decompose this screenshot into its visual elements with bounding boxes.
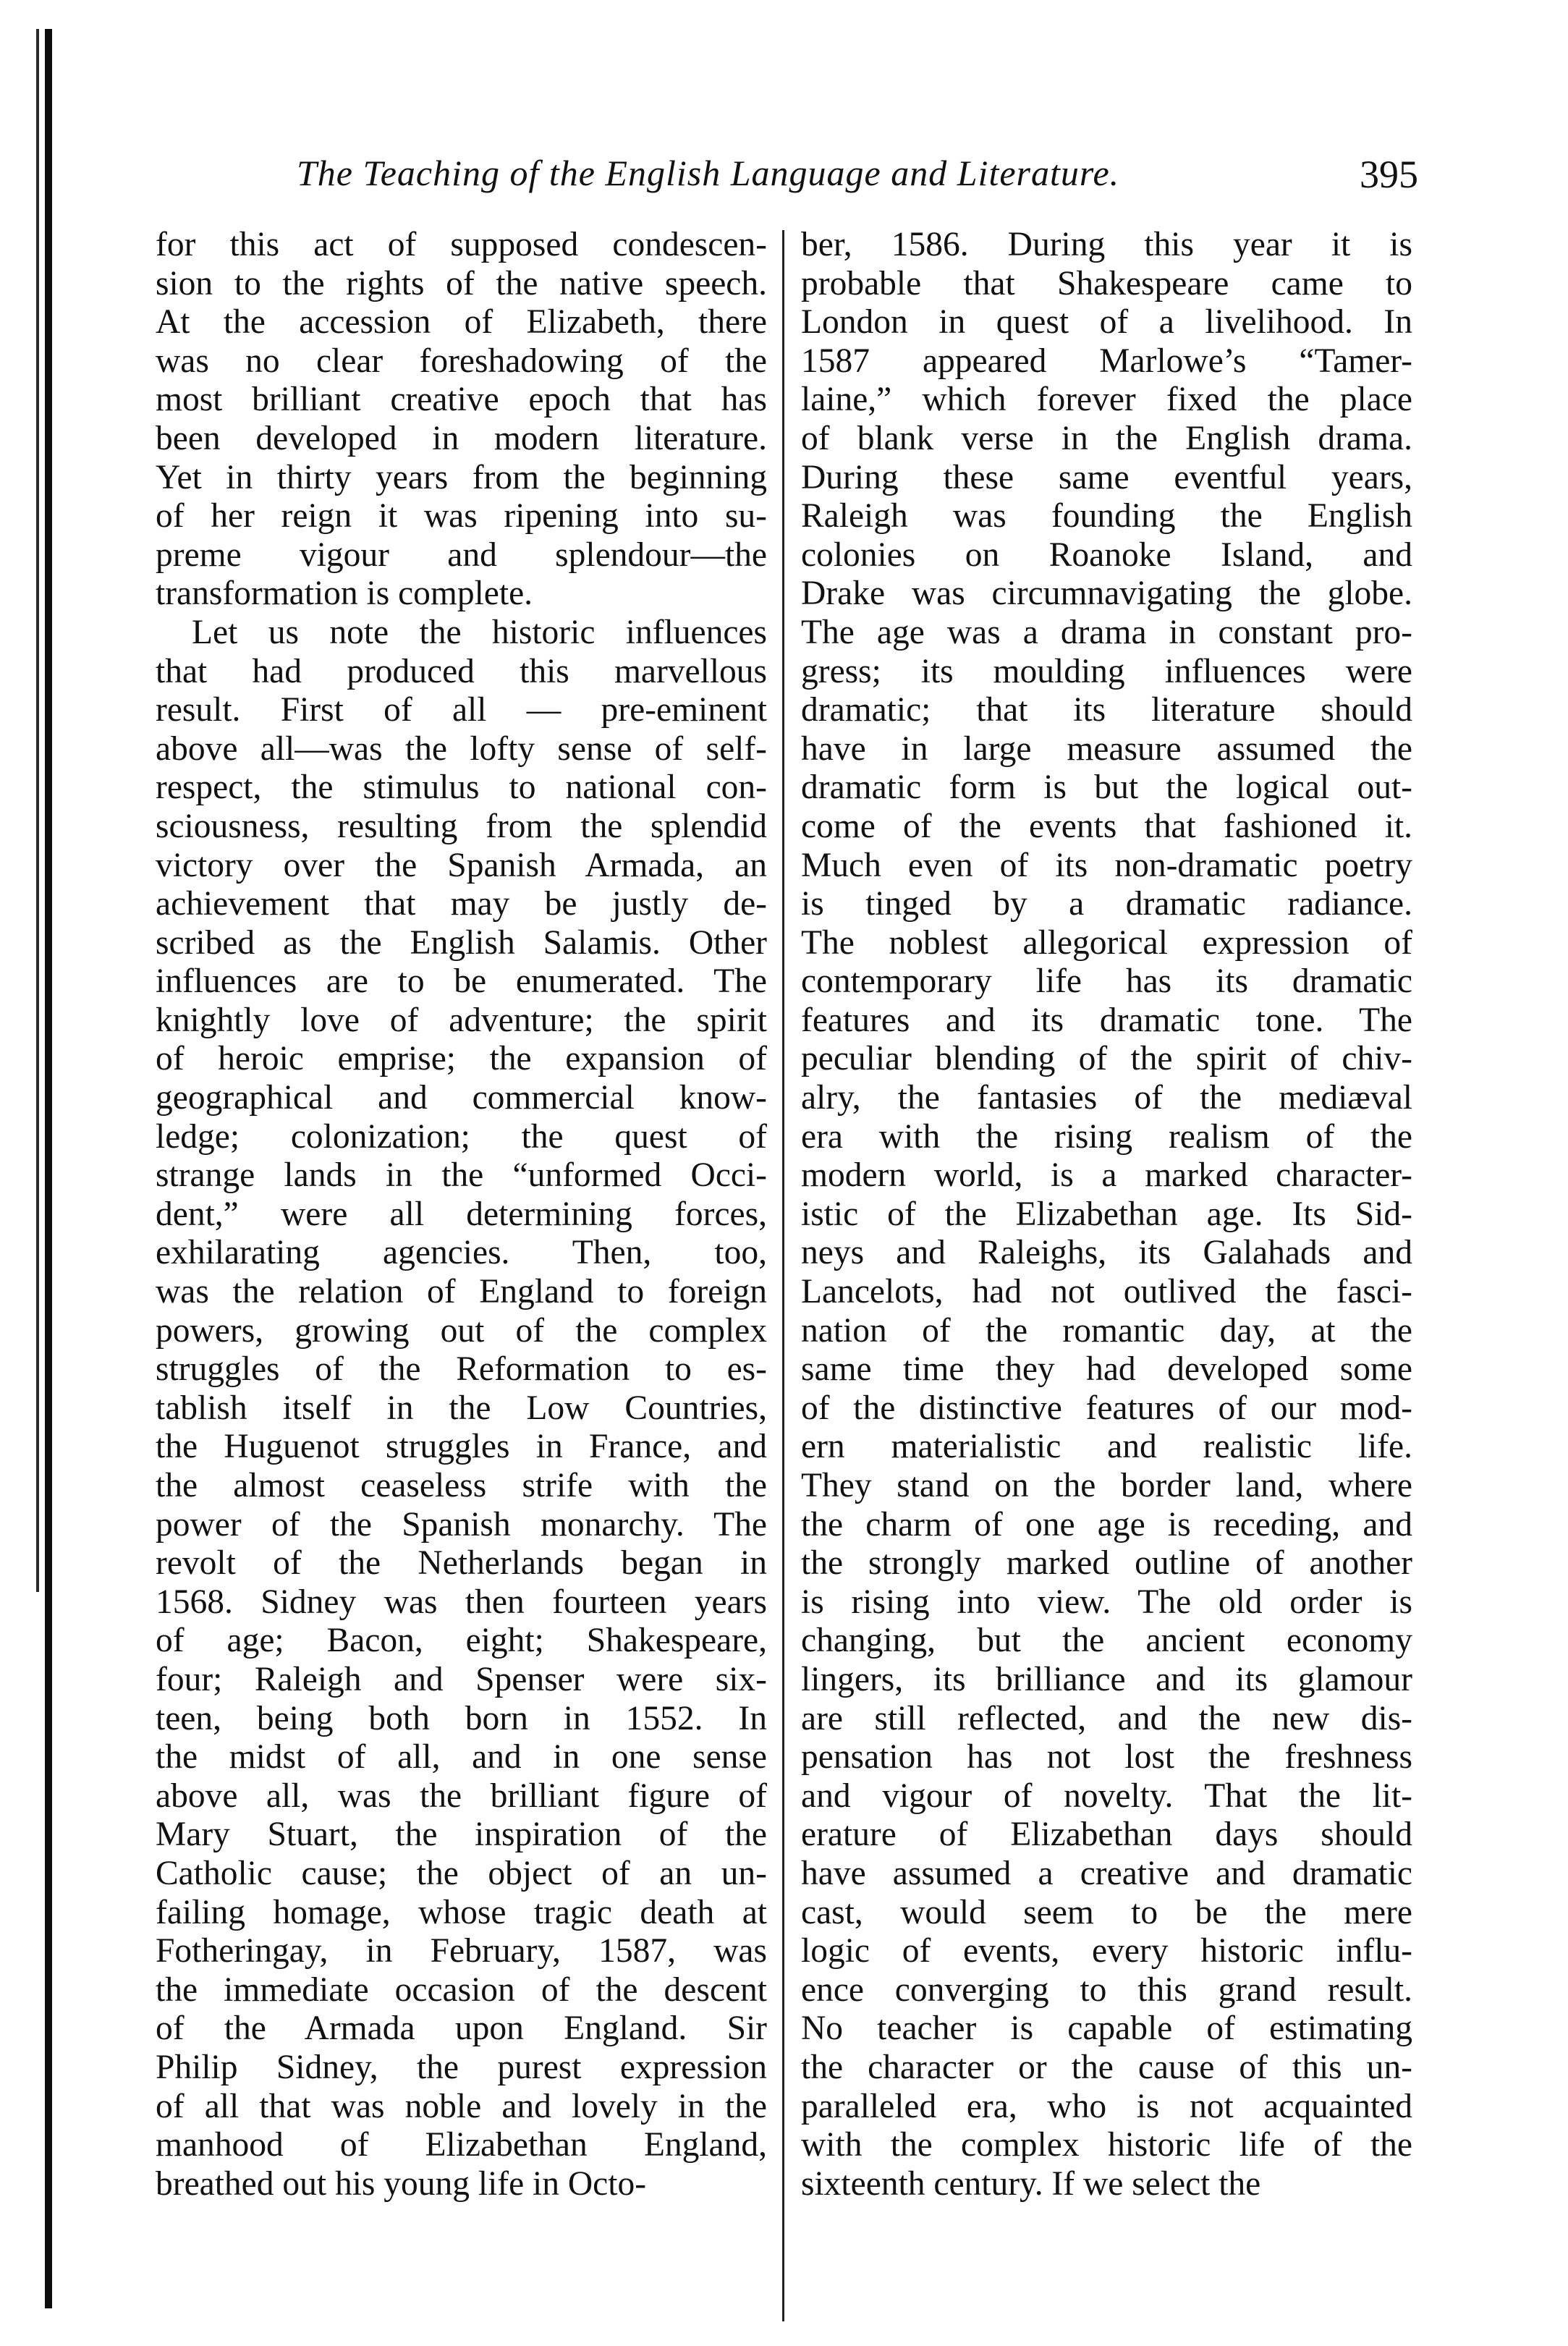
- text-line: exhilarating agencies. Then, too,: [156, 1234, 767, 1272]
- text-line: dent,” were all determining forces,: [156, 1195, 767, 1233]
- text-line: come of the events that fashioned it.: [801, 807, 1412, 845]
- text-line: with the complex historic life of the: [801, 2126, 1412, 2164]
- text-line: 1587 appeared Marlowe’s “Tamer-: [801, 342, 1412, 380]
- right-text-column: [801, 226, 1412, 2203]
- text-line: have assumed a creative and dramatic: [801, 1854, 1412, 1892]
- text-line: nation of the romantic day, at the: [801, 1311, 1412, 1350]
- text-line: probable that Shakespeare came to: [801, 264, 1412, 302]
- text-line: of all that was noble and lovely in the: [156, 2087, 767, 2125]
- text-line: dramatic form is but the logical out-: [801, 768, 1412, 807]
- text-line: preme vigour and splendour—the: [156, 535, 767, 574]
- text-line: failing homage, whose tragic death at: [156, 1893, 767, 1931]
- text-line: of the distinctive features of our mod-: [801, 1389, 1412, 1427]
- text-line: of her reign it was ripening into su-: [156, 497, 767, 535]
- text-line: lingers, its brilliance and its glamour: [801, 1660, 1412, 1698]
- text-line: power of the Spanish monarchy. The: [156, 1505, 767, 1543]
- text-line: the strongly marked outline of another: [801, 1544, 1412, 1583]
- text-line: sciousness, resulting from the splendid: [156, 807, 767, 845]
- text-line: of heroic emprise; the expansion of: [156, 1040, 767, 1078]
- text-line: of the Armada upon England. Sir: [156, 2010, 767, 2048]
- text-line: transformation is complete.: [156, 575, 533, 613]
- text-line: the immediate occasion of the descent: [156, 1970, 767, 2009]
- text-line: features and its dramatic tone. The: [801, 1001, 1412, 1039]
- text-line: of blank verse in the English drama.: [801, 419, 1412, 457]
- text-line: been developed in modern literature.: [156, 419, 767, 457]
- text-line: respect, the stimulus to national con-: [156, 768, 767, 807]
- column-divider: [782, 230, 784, 2321]
- text-line: same time they had developed some: [801, 1350, 1412, 1389]
- text-line: was the relation of England to foreign: [156, 1273, 767, 1311]
- text-line: modern world, is a marked character-: [801, 1156, 1412, 1195]
- scan-edge-line: [36, 29, 39, 1592]
- text-line: sixteenth century. If we select the: [801, 2164, 1261, 2203]
- text-line: ber, 1586. During this year it is: [801, 226, 1412, 263]
- text-line: contemporary life has its dramatic: [801, 962, 1412, 1001]
- text-line: The age was a drama in constant pro-: [801, 613, 1412, 651]
- text-line: the midst of all, and in one sense: [156, 1738, 767, 1777]
- text-line: The noblest allegorical expression of: [801, 923, 1412, 962]
- page-number: 395: [1360, 153, 1418, 196]
- text-line: is tinged by a dramatic radiance.: [801, 885, 1412, 923]
- text-line: the Huguenot struggles in France, and: [156, 1428, 767, 1466]
- text-line: No teacher is capable of estimating: [801, 2010, 1412, 2048]
- text-line: They stand on the border land, where: [801, 1467, 1412, 1504]
- text-line: Catholic cause; the object of an un-: [156, 1854, 767, 1892]
- text-line: knightly love of adventure; the spirit: [156, 1001, 767, 1039]
- text-line: Raleigh was founding the English: [801, 497, 1412, 535]
- text-line: sion to the rights of the native speech.: [156, 264, 767, 302]
- text-line: is rising into view. The old order is: [801, 1583, 1412, 1621]
- text-line: Lancelots, had not outlived the fasci-: [801, 1273, 1412, 1311]
- text-line: tablish itself in the Low Countries,: [156, 1389, 767, 1427]
- text-line: most brilliant creative epoch that has: [156, 381, 767, 419]
- left-text-column: [156, 226, 767, 2203]
- text-line: manhood of Elizabethan England,: [156, 2126, 767, 2164]
- text-line: the charm of one age is receding, and: [801, 1505, 1412, 1543]
- text-line: era with the rising realism of the: [801, 1117, 1412, 1156]
- text-line: alry, the fantasies of the mediæval: [801, 1079, 1412, 1117]
- text-line: above all, was the brilliant figure of: [156, 1777, 767, 1815]
- text-line: four; Raleigh and Spenser were six-: [156, 1660, 767, 1698]
- text-line: strange lands in the “unformed Occi-: [156, 1156, 767, 1195]
- text-line: Fotheringay, in February, 1587, was: [156, 1932, 767, 1970]
- text-line: Mary Stuart, the inspiration of the: [156, 1816, 767, 1854]
- text-line: above all—was the lofty sense of self-: [156, 729, 767, 768]
- text-line: the character or the cause of this un-: [801, 2048, 1412, 2086]
- text-line: for this act of supposed condescen-: [156, 226, 767, 263]
- text-line: pensation has not lost the freshness: [801, 1738, 1412, 1777]
- scan-edge-shadow: [45, 29, 52, 2308]
- text-line: colonies on Roanoke Island, and: [801, 535, 1412, 574]
- text-line: victory over the Spanish Armada, an: [156, 846, 767, 884]
- text-line: Yet in thirty years from the beginning: [156, 458, 767, 496]
- text-line: that had produced this marvellous: [156, 652, 767, 690]
- text-line: powers, growing out of the complex: [156, 1311, 767, 1350]
- text-line: ledge; colonization; the quest of: [156, 1117, 767, 1156]
- text-line: peculiar blending of the spirit of chiv-: [801, 1040, 1412, 1078]
- text-line: teen, being both born in 1552. In: [156, 1699, 767, 1737]
- text-line: dramatic; that its literature should: [801, 691, 1412, 729]
- text-line: struggles of the Reformation to es-: [156, 1350, 767, 1389]
- text-line: result. First of all — pre-eminent: [156, 691, 767, 729]
- text-line: geographical and commercial know-: [156, 1079, 767, 1117]
- text-line: gress; its moulding influences were: [801, 652, 1412, 690]
- text-line: are still reflected, and the new dis-: [801, 1699, 1412, 1737]
- running-title: The Teaching of the English Language and Literature.: [297, 153, 1120, 193]
- text-line: scribed as the English Salamis. Other: [156, 923, 767, 962]
- text-line: At the accession of Elizabeth, there: [156, 303, 767, 342]
- text-line: cast, would seem to be the mere: [801, 1893, 1412, 1931]
- text-line: and vigour of novelty. That the lit-: [801, 1777, 1412, 1815]
- text-line: ern materialistic and realistic life.: [801, 1428, 1412, 1466]
- text-line: laine,” which forever fixed the place: [801, 381, 1412, 419]
- text-line: was no clear foreshadowing of the: [156, 342, 767, 380]
- text-line: have in large measure assumed the: [801, 729, 1412, 768]
- text-line: neys and Raleighs, its Galahads and: [801, 1234, 1412, 1272]
- text-line: influences are to be enumerated. The: [156, 962, 767, 1001]
- page-header: [297, 152, 1418, 210]
- text-line: of age; Bacon, eight; Shakespeare,: [156, 1622, 767, 1660]
- text-line: 1568. Sidney was then fourteen years: [156, 1583, 767, 1621]
- text-line: logic of events, every historic influ-: [801, 1932, 1412, 1970]
- text-line: changing, but the ancient economy: [801, 1622, 1412, 1660]
- text-line: Let us note the historic influences: [192, 613, 767, 651]
- text-line: the almost ceaseless strife with the: [156, 1467, 767, 1504]
- text-line: achievement that may be justly de-: [156, 885, 767, 923]
- text-line: London in quest of a livelihood. In: [801, 303, 1412, 342]
- text-line: erature of Elizabethan days should: [801, 1816, 1412, 1854]
- text-line: breathed out his young life in Octo-: [156, 2164, 647, 2203]
- text-line: istic of the Elizabethan age. Its Sid-: [801, 1195, 1412, 1233]
- text-line: Philip Sidney, the purest expression: [156, 2048, 767, 2086]
- text-line: During these same eventful years,: [801, 458, 1412, 496]
- text-line: ence converging to this grand result.: [801, 1970, 1412, 2009]
- text-line: paralleled era, who is not acquainted: [801, 2087, 1412, 2125]
- text-line: Drake was circumnavigating the globe.: [801, 575, 1412, 613]
- text-line: revolt of the Netherlands began in: [156, 1544, 767, 1583]
- text-line: Much even of its non-dramatic poetry: [801, 846, 1412, 884]
